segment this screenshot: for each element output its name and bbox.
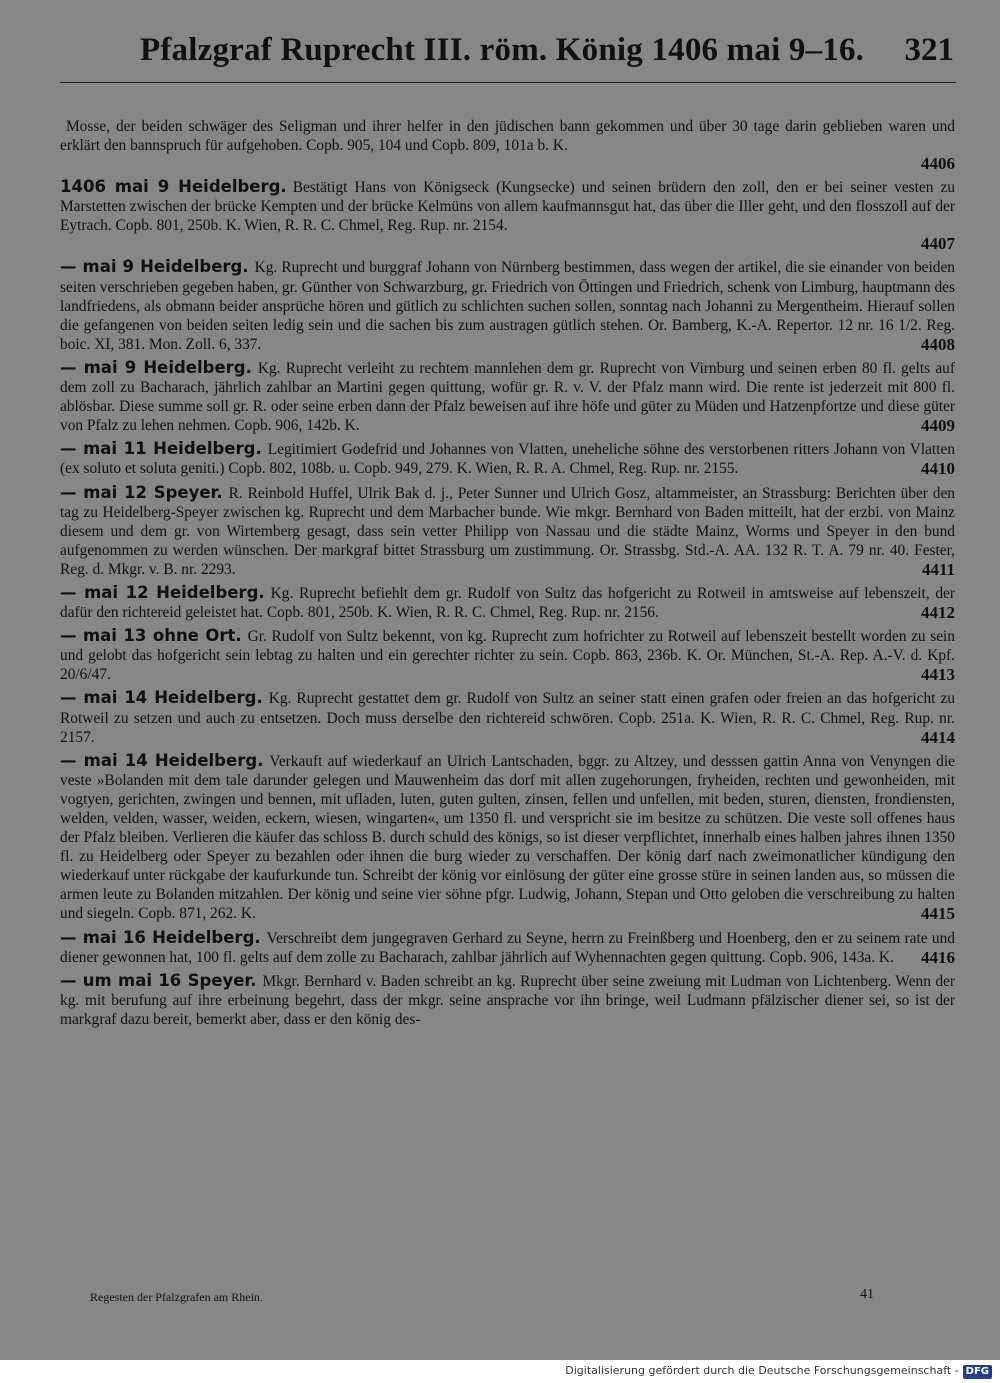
entry-text: Legitimiert Godefrid und Johannes von Vlatten, uneheliche söhne des verstorbenen ritters Johann von Vlatten (ex soluto et soluta geniti.) Copb. 802, 108b. u. Copb. 949, 279. K. Wien, R. R. A. Chmel, Reg. Rup. nr. 2155. <box>60 441 955 478</box>
regest-entry <box>60 751 955 924</box>
entry-number: 4416 <box>921 947 955 967</box>
entry-text: Mkgr. Bernhard v. Baden schreibt an kg. Ruprecht über seine zweiung mit Ludman von Lichtenberg. Wenn der kg. mit berufung auf ihre erbeinung begehrt, dass der mkgr. seine ansprache vor ihn bringe, weil Ludmann pfälzischer diener sei, so ist der markgraf dazu bereit, bemerkt aber, dass er den könig des- <box>60 972 956 1028</box>
footer-signature: 41 <box>860 1287 874 1302</box>
entry-number: 4411 <box>921 559 955 579</box>
entry-date: — mai 14 Heidelberg. <box>60 750 264 770</box>
entry-date: — mai 13 ohne Ort. <box>60 626 242 646</box>
entry-date: — mai 9 Heidelberg. <box>60 357 252 377</box>
page-number: 321 <box>904 32 954 68</box>
regest-entry <box>60 177 955 253</box>
regest-entry <box>60 116 955 173</box>
entry-text: Kg. Ruprecht befiehlt dem gr. Rudolf von Sultz das hofgericht zu Rotweil in amtsweise auf lebenszeit, der dafür den richtereid geleistet hat. Copb. 801, 250b. K. Wien, R. R. C. Chmel, Reg. Rup. nr. 2156. <box>60 584 955 622</box>
entry-date: — mai 16 Heidelberg. <box>60 927 261 947</box>
entry-number: 4407 <box>921 234 955 254</box>
funding-credit <box>565 1364 992 1379</box>
entry-date: — um mai 16 Speyer. <box>60 970 257 990</box>
entry-date: — mai 12 Heidelberg. <box>60 582 265 602</box>
page-header <box>0 28 1000 78</box>
running-title: Pfalzgraf Ruprecht III. röm. König 1406 mai 9–16. <box>140 32 865 68</box>
regest-entry <box>60 971 955 1029</box>
entry-number: 4410 <box>921 459 955 479</box>
entry-date: — mai 11 Heidelberg. <box>60 439 262 459</box>
entry-text: Gr. Rudolf von Sultz bekennt, von kg. Ruprecht zum hofrichter zu Rotweil auf lebenszeit bestellt worden zu sein und gelobt das hofgericht sein lebtag zu halten und ein gerechter richter zu sein. Copb. 863, 236b. K. Or. München, St.-A. Rep. A.-V. d. Kpf. 20/6/47. <box>60 628 955 684</box>
entry-date: 1406 mai 9 Heidelberg. <box>60 177 287 197</box>
entry-number: 4406 <box>921 154 955 174</box>
entry-number: 4415 <box>921 904 955 924</box>
entry-number: 4413 <box>921 665 955 685</box>
entry-text: Kg. Ruprecht verleiht zu rechtem mannlehen dem gr. Ruprecht von Virnburg und seinen erben 80 fl. gelts auf dem zoll zu Bacharach, jährlich zahlbar an Martini gegen quittung, wofür gr. R. v. V. der Pfalz mann wird. Die rente ist jederzeit mit 800 fl. ablösbar. Diese summe soll gr. R. oder seine erben dann der Pfalz beweisen auf ihre höfe und güter zu Müden und Hatzenpfortze und diese güter von Pfalz zu lehen nehmen. Copb. 906, 142b. K. <box>60 359 955 435</box>
entry-text: Verschreibt dem jungegraven Gerhard zu Seyne, herrn zu Freinßberg und Hoenberg, den er zu seinem rate und diener gewonnen hat, 100 fl. gelts auf dem zolle zu Bacharach, zahlbar jährlich auf Wyhennachten gegen quittung. Copb. 906, 143a. K. <box>60 929 955 966</box>
entry-number: 4408 <box>921 334 955 354</box>
page-footer <box>90 1287 950 1310</box>
regest-entry <box>60 257 955 353</box>
entry-text: Bestätigt Hans von Königseck (Kungsecke) und seinen brüdern den zoll, den er bei seiner vesten zu Marstetten zwischen der brücke Kempten und der brücke Kelmüns von allem kaufmannsgut hat, das über die Iller geht, und den flosszoll auf der Eytrach. Copb. 801, 250b. K. Wien, R. R. C. Chmel, Reg. Rup. nr. 2154. <box>60 179 955 235</box>
entry-date: — mai 12 Speyer. <box>60 482 223 502</box>
dfg-logo: DFG <box>963 1365 992 1379</box>
entry-text: R. Reinbold Huffel, Ulrik Bak d. j., Peter Sunner und Ulrich Gosz, altammeister, an Strassburg: Berichten über den tag zu Heidelberg-Speyer zwischen kg. Ruprecht und dem Marbacher bunde. Wie mkgr. Bernhard von Baden mitteilt, hat der erzbi. von Mainz diesem und dem gr. von Wirtemberg gesagt, dass sein vetter Philipp von Nassau und die städte Mainz, Worms und Speyer in den bund aufgenommen zu werden wünschen. Der markgraf bittet Strassburg um zustimmung. Or. Strassbg. Std.-A. AA. 132 R. T. A. 79 nr. 40. Fester, Reg. d. Mkgr. v. B. nr. 2293. <box>60 484 956 578</box>
regest-entry <box>60 439 955 478</box>
entry-number: 4412 <box>921 603 955 623</box>
regest-entry <box>60 688 955 746</box>
entry-number: 4409 <box>921 416 955 436</box>
entry-number: 4414 <box>921 727 955 747</box>
regest-entry <box>60 626 955 684</box>
entry-date: — mai 14 Heidelberg. <box>60 688 263 708</box>
entry-text: Kg. Ruprecht und burggraf Johann von Nürnberg bestimmen, dass wegen der artikel, die sie einander von beiden seiten verschrieben gegeben haben, gr. Günther von Schwarzburg, gr. Friedrich von Öttingen und Friedrich, schenk von Limburg, hauptmann des landfriedens, als obmann beider ansprüche hören und gütlich zu schlichten suchen sollen, sonntag nach Johanni zu Mergentheim. Hierauf sollen die gefangenen von beiden seiten ledig sein und die sachen bis zum austragen gütlich stehen. Or. Bamberg, K.-A. Repertor. 12 nr. 16 1/2. Reg. boic. XI, 381. Mon. Zoll. 6, 337. <box>60 259 955 353</box>
entry-text: Verkauft auf wiederkauf an Ulrich Lantschaden, bggr. zu Altzey, und desssen gattin Anna von Venyngen die veste »Bolanden mit dem tale darunder gelegen und Mauwenheim das dorf mit allen zugehorungen, fryheiden, rechten und gewonheiden, mit vogtyen, gerichten, zwingen und bennen, mit ufladen, luten, guten gulten, zinsen, fellen und unfellen, mit beden, sturen, diensten, frondiensten, welden, velden, wasser, weiden, eckern, wiesen, wingarten«, um 1350 fl. und verspricht sie im besitze zu schützen. Die veste soll offenes haus der Pfalz bleiben. Verlieren die käufer das schloss B. durch schuld des königs, so ist dieser verpflichtet, innerhalb eines halben jahres ihnen 1350 fl. zu Heidelberg oder Speyer zu bezahlen oder ihnen die burg wieder zu verschaffen. Der könig darf nach zweimonatlicher kündigung den wiederkauf unter rückgabe der kaufurkunde tun. Schreibt der könig vor einlösung der güter eine grosse stüre in seinen landen aus, so müssen die armen leute zu Bolanden mitzahlen. Der könig und seine vier söhne pfgr. Ludwig, Johann, Stepan und Otto geloben die verschreibung zu halten und siegeln. Copb. 871, 262. K. <box>60 752 955 923</box>
regest-entry <box>60 928 955 967</box>
credit-text: Digitalisierung gefördert durch die Deutsche Forschungsgemeinschaft - <box>565 1364 959 1377</box>
regest-list <box>60 116 955 1033</box>
regest-entry <box>60 583 955 622</box>
regest-entry <box>60 358 955 435</box>
footer-series-title: Regesten der Pfalzgrafen am Rhein. <box>90 1290 263 1304</box>
entry-text: Mosse, der beiden schwäger des Seligman und ihrer helfer in den jüdischen bann gekommen und über 30 tage darin geblieben waren und erklärt den bannspruch für aufgehoben. Copb. 905, 104 und Copb. 809, 101a b. K. <box>60 118 955 155</box>
header-rule <box>60 82 956 83</box>
entry-date: — mai 9 Heidelberg. <box>60 257 249 277</box>
regest-entry <box>60 483 955 579</box>
entry-text: Kg. Ruprecht gestattet dem gr. Rudolf von Sultz an seiner statt einen grafen oder freien an das hofgericht zu Rotweil zu setzen und auch zu entsetzen. Doch muss derselbe den richtereid schwören. Copb. 251a. K. Wien, R. R. C. Chmel, Reg. Rup. nr. 2157. <box>60 690 955 746</box>
